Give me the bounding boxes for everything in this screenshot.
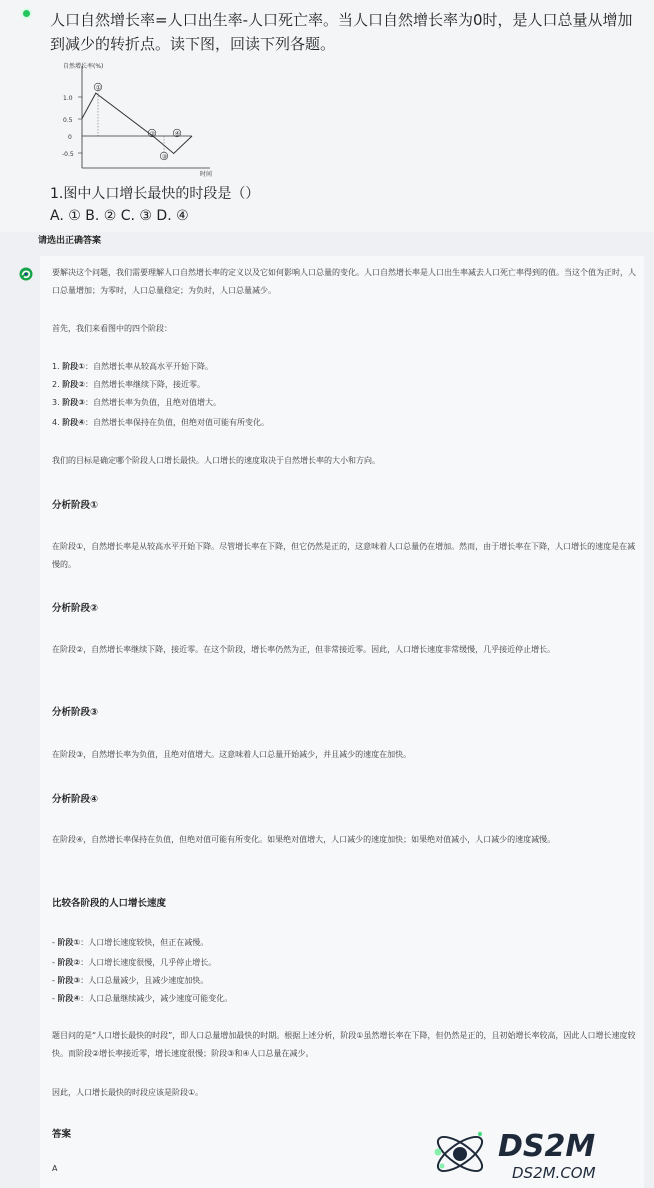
sub-question: 1.图中人口增长最快的时段是（） xyxy=(50,186,260,202)
stage-3-analysis: 在阶段③，自然增长率为负值，且绝对值增大。这意味着人口总量开始减少，并且减少的速度在加快。 xyxy=(52,750,412,759)
ytick-4: -0.5 xyxy=(62,151,74,158)
answer-heading: 答案 xyxy=(52,1129,72,1140)
heading-compare: 比较各阶段的人口增长速度 xyxy=(52,898,167,909)
ytick-3: 0 xyxy=(68,134,72,141)
goal-text: 我们的目标是确定哪个阶段人口增长最快。人口增长的速度取决于自然增长率的大小和方向。 xyxy=(52,456,380,465)
watermark-title: DS2M xyxy=(498,1129,596,1164)
final-answer: A xyxy=(52,1164,58,1173)
conclusion-paragraph: 题目问的是“人口增长最快的时段”，即人口总量增加最快的时期。根据上述分析，阶段①虽然增长率在下降，但仍然是正的，且初始增长率较高，因此人口增长速度较快。而阶段②增长率接近零，增长速度很慢；阶段③和④人口总量在减少。 xyxy=(52,1031,636,1058)
compare-item: - 阶段②：人口增长速度很慢，几乎停止增长。 xyxy=(52,958,217,967)
stage-list-item: 4. 阶段④：自然增长率保持在负值，但绝对值可能有所变化。 xyxy=(52,418,269,427)
therefore-text: 因此，人口增长最快的时段应该是阶段①。 xyxy=(52,1088,204,1097)
stage-marker-4 xyxy=(173,129,181,137)
svg-text:④: ④ xyxy=(174,130,181,138)
stage-list-item: 2. 阶段②：自然增长率继续下降，接近零。 xyxy=(52,380,205,389)
user-avatar xyxy=(23,10,30,17)
prompt-text: 请选出正确答案 xyxy=(38,236,102,246)
svg-text:①: ① xyxy=(95,84,102,92)
answer-intro: 要解决这个问题，我们需要理解人口自然增长率的定义以及它如何影响人口总量的变化。人口自然增长率是人口出生率减去人口死亡率得到的值。当这个值为正时，人口总量增加；为零时，人口总量稳定；为负时，人口总量减少。 xyxy=(52,268,636,295)
compare-item: - 阶段①：人口增长速度较快，但正在减慢。 xyxy=(52,938,209,947)
stage-marker-3 xyxy=(160,152,168,160)
growth-line xyxy=(82,93,192,153)
stage-4-analysis: 在阶段④，自然增长率保持在负值，但绝对值可能有所变化。如果绝对值增大，人口减少的速度加快；如果绝对值减小，人口减少的速度减慢。 xyxy=(52,835,556,844)
answer-options: A. ① B. ② C. ③ D. ④ xyxy=(50,208,189,224)
compare-item: - 阶段③：人口总量减少，且减少速度加快。 xyxy=(52,976,209,985)
heading-stage-4: 分析阶段④ xyxy=(52,794,99,805)
compare-item: - 阶段④：人口总量继续减少，减少速度可能变化。 xyxy=(52,994,233,1003)
heading-stage-3: 分析阶段③ xyxy=(52,707,99,718)
stage-marker-2 xyxy=(148,129,156,137)
question-text: 人口自然增长率=人口出生率-人口死亡率。当人口自然增长率为0时，是人口总量从增加到减少的转折点。读下图，回读下列各题。 xyxy=(50,11,633,53)
ytick-2: 0.5 xyxy=(63,117,73,124)
watermark-subtitle: DS2M.COM xyxy=(512,1164,596,1182)
stage-list-item: 1. 阶段①：自然增长率从较高水平开始下降。 xyxy=(52,362,213,371)
chart-xlabel: 时间 xyxy=(200,171,213,178)
stage-marker-1 xyxy=(94,83,102,91)
heading-stage-2: 分析阶段② xyxy=(52,603,99,614)
ds2m-watermark-logo xyxy=(428,1122,648,1186)
stage-2-analysis: 在阶段②，自然增长率继续下降，接近零。在这个阶段，增长率仍然为正，但非常接近零。因此，人口增长速度非常缓慢，几乎接近停止增长。 xyxy=(52,645,556,654)
chart-ylabel: 自然增长率(%) xyxy=(63,63,104,70)
atom-icon xyxy=(433,1131,487,1177)
stage-list-item: 3. 阶段③：自然增长率为负值，且绝对值增大。 xyxy=(52,398,221,407)
assistant-logo-icon xyxy=(19,267,33,281)
svg-text:③: ③ xyxy=(161,153,168,161)
first-look-text: 首先，我们来看图中的四个阶段： xyxy=(52,324,172,333)
stage-1-analysis: 在阶段①，自然增长率是从较高水平开始下降。尽管增长率在下降，但它仍然是正的，这意味着人口总量仍在增加。然而，由于增长率在下降，人口增长的速度是在减慢的。 xyxy=(52,542,636,569)
heading-stage-1: 分析阶段① xyxy=(52,500,99,511)
growth-rate-chart xyxy=(60,60,216,178)
ytick-1: 1.0 xyxy=(63,95,73,102)
svg-text:②: ② xyxy=(149,130,156,138)
